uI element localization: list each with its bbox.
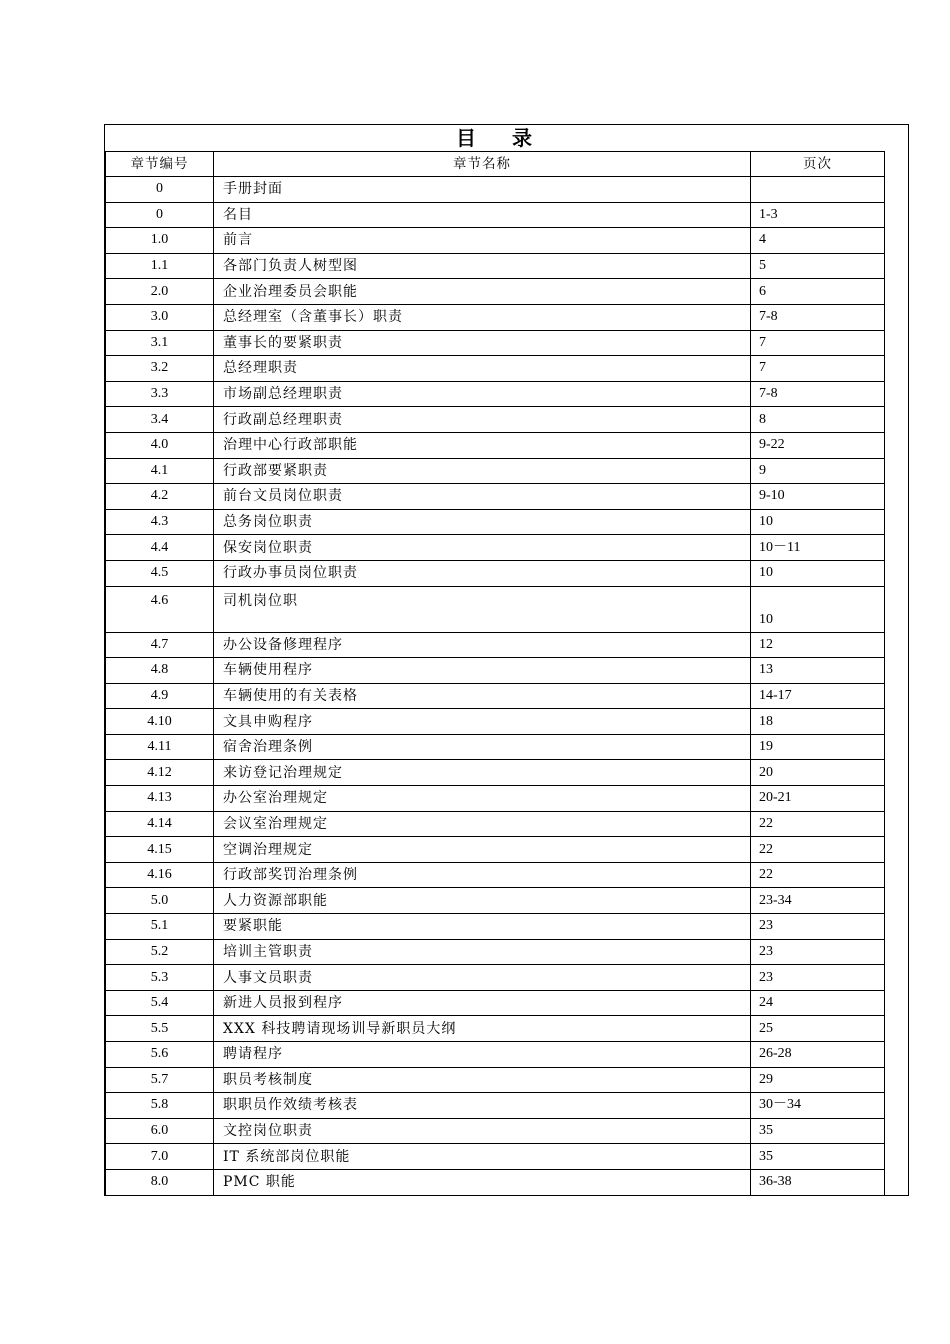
chapter-name: 前言 (214, 228, 751, 254)
chapter-name: 文具申购程序 (214, 709, 751, 735)
chapter-number: 0 (106, 202, 214, 228)
chapter-name: 市场副总经理职责 (214, 381, 751, 407)
chapter-number: 5.6 (106, 1042, 214, 1068)
table-row (106, 965, 885, 991)
table-row (106, 683, 885, 709)
table-row (106, 279, 885, 305)
chapter-number: 5.1 (106, 914, 214, 940)
chapter-name: 要紧职能 (214, 914, 751, 940)
page-range: 29 (751, 1067, 885, 1093)
chapter-name: 司机岗位职 (214, 586, 751, 632)
chapter-number: 5.5 (106, 1016, 214, 1042)
table-row (106, 1144, 885, 1170)
page-range: 7-8 (751, 381, 885, 407)
page-range: 26-28 (751, 1042, 885, 1068)
toc-header-row (106, 152, 885, 177)
chapter-name: 职员考核制度 (214, 1067, 751, 1093)
chapter-name: 办公室治理规定 (214, 786, 751, 812)
chapter-number: 4.12 (106, 760, 214, 786)
chapter-number: 4.2 (106, 484, 214, 510)
table-row (106, 202, 885, 228)
table-row (106, 228, 885, 254)
page-range: 10 (751, 509, 885, 535)
table-row (106, 381, 885, 407)
chapter-name: 聘请程序 (214, 1042, 751, 1068)
chapter-name: 人力资源部职能 (214, 888, 751, 914)
page-range: 23 (751, 965, 885, 991)
chapter-number: 4.1 (106, 458, 214, 484)
chapter-name: 总经理职责 (214, 356, 751, 382)
chapter-number: 8.0 (106, 1169, 214, 1195)
page-range: 12 (751, 632, 885, 658)
chapter-number: 3.0 (106, 304, 214, 330)
chapter-number: 3.3 (106, 381, 214, 407)
chapter-name: 前台文员岗位职责 (214, 484, 751, 510)
chapter-name: XXX 科技聘请现场训导新职员大纲 (214, 1016, 751, 1042)
chapter-name: 行政办事员岗位职责 (214, 560, 751, 586)
chapter-name: 保安岗位职责 (214, 535, 751, 561)
header-chapter-no: 章节编号 (106, 152, 214, 177)
table-row (106, 760, 885, 786)
toc-frame (104, 124, 909, 1196)
page-range: 25 (751, 1016, 885, 1042)
chapter-number: 3.2 (106, 356, 214, 382)
header-chapter-name: 章节名称 (214, 152, 751, 177)
page-range: 9-22 (751, 432, 885, 458)
chapter-name: 行政部奖罚治理条例 (214, 862, 751, 888)
table-row (106, 484, 885, 510)
chapter-number: 5.0 (106, 888, 214, 914)
table-row (106, 939, 885, 965)
chapter-name: 治理中心行政部职能 (214, 432, 751, 458)
chapter-name: 空调治理规定 (214, 837, 751, 863)
page-range: 7-8 (751, 304, 885, 330)
table-row (106, 177, 885, 203)
chapter-number: 0 (106, 177, 214, 203)
chapter-number: 7.0 (106, 1144, 214, 1170)
page-range: 36-38 (751, 1169, 885, 1195)
table-row (106, 1067, 885, 1093)
table-row (106, 990, 885, 1016)
table-row (106, 1042, 885, 1068)
table-row (106, 1093, 885, 1119)
table-row (106, 1169, 885, 1195)
page-range: 22 (751, 837, 885, 863)
chapter-number: 4.7 (106, 632, 214, 658)
page-range: 1-3 (751, 202, 885, 228)
chapter-number: 4.5 (106, 560, 214, 586)
chapter-number: 5.3 (106, 965, 214, 991)
page-range: 10 (751, 560, 885, 586)
chapter-number: 5.4 (106, 990, 214, 1016)
chapter-number: 4.14 (106, 811, 214, 837)
chapter-number: 4.15 (106, 837, 214, 863)
page-range: 22 (751, 862, 885, 888)
chapter-number: 4.16 (106, 862, 214, 888)
chapter-number: 4.0 (106, 432, 214, 458)
chapter-name: 车辆使用程序 (214, 658, 751, 684)
chapter-number: 5.2 (106, 939, 214, 965)
table-row (106, 862, 885, 888)
toc-title: 目录 (456, 126, 568, 150)
page-range: 9 (751, 458, 885, 484)
chapter-number: 3.4 (106, 407, 214, 433)
page-range: 10 (751, 586, 885, 632)
page-range: 6 (751, 279, 885, 305)
table-row (106, 632, 885, 658)
chapter-number: 1.0 (106, 228, 214, 254)
header-page: 页次 (751, 152, 885, 177)
table-row (106, 253, 885, 279)
chapter-name: 车辆使用的有关表格 (214, 683, 751, 709)
chapter-number: 3.1 (106, 330, 214, 356)
chapter-number: 6.0 (106, 1118, 214, 1144)
page-range: 22 (751, 811, 885, 837)
toc-body (106, 177, 885, 1196)
chapter-number: 4.10 (106, 709, 214, 735)
chapter-name: 企业治理委员会职能 (214, 279, 751, 305)
page-range (751, 177, 885, 203)
page-range: 19 (751, 734, 885, 760)
table-row (106, 658, 885, 684)
page-range: 20 (751, 760, 885, 786)
table-row (106, 811, 885, 837)
chapter-name: 文控岗位职责 (214, 1118, 751, 1144)
page-range: 5 (751, 253, 885, 279)
chapter-number: 2.0 (106, 279, 214, 305)
page-range: 13 (751, 658, 885, 684)
chapter-name: 人事文员职责 (214, 965, 751, 991)
table-row (106, 709, 885, 735)
chapter-number: 4.13 (106, 786, 214, 812)
chapter-number: 4.3 (106, 509, 214, 535)
chapter-name: 行政副总经理职责 (214, 407, 751, 433)
page-range: 10－11 (751, 535, 885, 561)
page-range: 18 (751, 709, 885, 735)
chapter-name: 新进人员报到程序 (214, 990, 751, 1016)
page-range: 35 (751, 1118, 885, 1144)
table-row (106, 560, 885, 586)
chapter-name: 名目 (214, 202, 751, 228)
table-row (106, 509, 885, 535)
chapter-number: 4.6 (106, 586, 214, 632)
chapter-name: 总经理室（含董事长）职责 (214, 304, 751, 330)
chapter-number: 4.11 (106, 734, 214, 760)
table-row (106, 304, 885, 330)
chapter-name: 会议室治理规定 (214, 811, 751, 837)
chapter-name: 董事长的要紧职责 (214, 330, 751, 356)
table-row (106, 786, 885, 812)
table-row (106, 837, 885, 863)
toc-table (105, 151, 885, 1196)
table-row (106, 407, 885, 433)
chapter-number: 1.1 (106, 253, 214, 279)
chapter-name: 职职员作效绩考核表 (214, 1093, 751, 1119)
chapter-name: 来访登记治理规定 (214, 760, 751, 786)
chapter-name: 办公设备修理程序 (214, 632, 751, 658)
chapter-name: 宿舍治理条例 (214, 734, 751, 760)
chapter-name: 总务岗位职责 (214, 509, 751, 535)
table-row (106, 458, 885, 484)
chapter-name: PMC 职能 (214, 1169, 751, 1195)
page-range: 4 (751, 228, 885, 254)
table-row (106, 1118, 885, 1144)
page-range: 23-34 (751, 888, 885, 914)
chapter-number: 5.8 (106, 1093, 214, 1119)
table-row (106, 432, 885, 458)
chapter-number: 4.8 (106, 658, 214, 684)
chapter-number: 4.9 (106, 683, 214, 709)
page-range: 23 (751, 939, 885, 965)
table-row (106, 586, 885, 632)
page-range: 9-10 (751, 484, 885, 510)
page-range: 14-17 (751, 683, 885, 709)
page-range: 8 (751, 407, 885, 433)
page-range: 20-21 (751, 786, 885, 812)
table-row (106, 914, 885, 940)
page-range: 7 (751, 356, 885, 382)
page-range: 35 (751, 1144, 885, 1170)
chapter-name: 各部门负责人树型图 (214, 253, 751, 279)
table-row (106, 535, 885, 561)
table-row (106, 1016, 885, 1042)
table-row (106, 888, 885, 914)
chapter-number: 4.4 (106, 535, 214, 561)
chapter-name: 行政部要紧职责 (214, 458, 751, 484)
page-range: 23 (751, 914, 885, 940)
page-range: 7 (751, 330, 885, 356)
page-range: 30－34 (751, 1093, 885, 1119)
chapter-number: 5.7 (106, 1067, 214, 1093)
table-row (106, 330, 885, 356)
page-range: 24 (751, 990, 885, 1016)
table-row (106, 734, 885, 760)
chapter-name: 手册封面 (214, 177, 751, 203)
chapter-name: 培训主管职责 (214, 939, 751, 965)
table-row (106, 356, 885, 382)
chapter-name: IT 系统部岗位职能 (214, 1144, 751, 1170)
